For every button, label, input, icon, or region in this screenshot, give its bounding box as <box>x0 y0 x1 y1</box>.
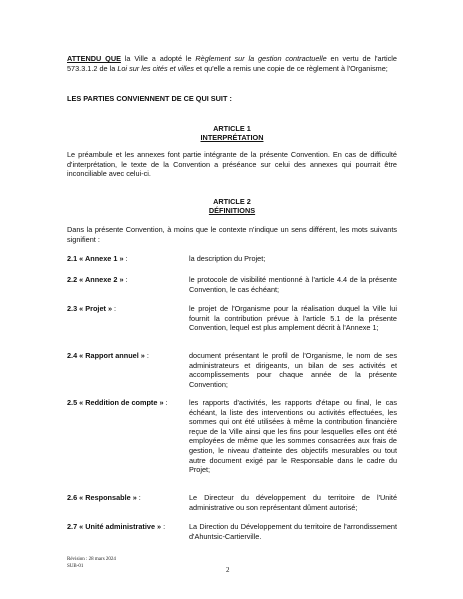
definition-term: 2.3 « Projet » : <box>67 304 117 313</box>
footer-code: SUB-01 <box>67 564 84 569</box>
definition-text: la description du Projet; <box>189 254 266 263</box>
article-2-subheading: DÉFINITIONS <box>208 206 256 215</box>
attendu-lead: ATTENDU QUE <box>67 54 121 63</box>
definition-term: 2.4 « Rapport annuel » : <box>67 351 149 360</box>
definition-term: 2.6 « Responsable » : <box>67 493 141 502</box>
definition-text: le protocole de visibilité mentionné à l'article 4.4 de la présente Convention, le cas échéant; <box>189 275 397 294</box>
definition-term: 2.5 « Reddition de compte » : <box>67 398 168 407</box>
attendu-paragraph: ATTENDU QUE la Ville a adopté le Règlement sur la gestion contractuelle en vertu de l'article 573.3.1.2 de la Loi sur les cités et villes et qu'elle a remis une copie de ce règlement à l'Organisme; <box>67 54 397 73</box>
definition-text: document présentant le profil de l'Organisme, le nom de ses administrateurs et dirigeants, un bilan de ses activités et accomplissements pour chaque année de la présente Convention; <box>189 351 397 389</box>
page-number: 2 <box>226 566 230 574</box>
definition-text: les rapports d'activités, les rapports d'étape ou final, le cas échéant, la liste des interventions ou activités effectuées, les sommes qui ont été utilisées à même la contribution financière reçue de la Ville ainsi que les fins pour lesquelles elles ont été employées de même que les sommes consacrées aux frais de gestion, le niveau d'atteinte des objectifs mesurables ou tout autre document exigé par le Responsable dans le cadre du Projet; <box>189 398 397 475</box>
definition-text: La Direction du Développement du territoire de l'arrondissement d'Ahuntsic-Cartierville. <box>189 522 397 541</box>
footer-revision: Révision : 28 mars 2024 <box>67 557 116 562</box>
article-1-body: Le préambule et les annexes font partie intégrante de la présente Convention. En cas de difficulté d'interprétation, le texte de la Convention a préséance sur celui des annexes qui pourrait être inconciliable avec celui-ci. <box>67 150 397 179</box>
definition-text: le projet de l'Organisme pour la réalisation duquel la Ville lui fournit la contribution prévue à l'article 5.1 de la présente Convention, lequel est plus amplement décrit à l'Annexe 1; <box>189 304 397 333</box>
parties-statement: LES PARTIES CONVIENNENT DE CE QUI SUIT : <box>67 94 232 103</box>
definition-term: 2.2 « Annexe 2 » : <box>67 275 128 284</box>
article-2-intro: Dans la présente Convention, à moins que le contexte n'indique un sens différent, les mots suivants signifient : <box>67 225 397 244</box>
definition-term: 2.1 « Annexe 1 » : <box>67 254 128 263</box>
article-1-subheading: INTERPRÉTATION <box>200 133 264 142</box>
article-1-heading: ARTICLE 1 <box>213 124 251 133</box>
article-2-heading: ARTICLE 2 <box>213 197 251 206</box>
definition-text: Le Directeur du développement du territoire de l'Unité administrative ou son représentant dûment autorisé; <box>189 493 397 512</box>
definition-term: 2.7 « Unité administrative » : <box>67 522 166 531</box>
